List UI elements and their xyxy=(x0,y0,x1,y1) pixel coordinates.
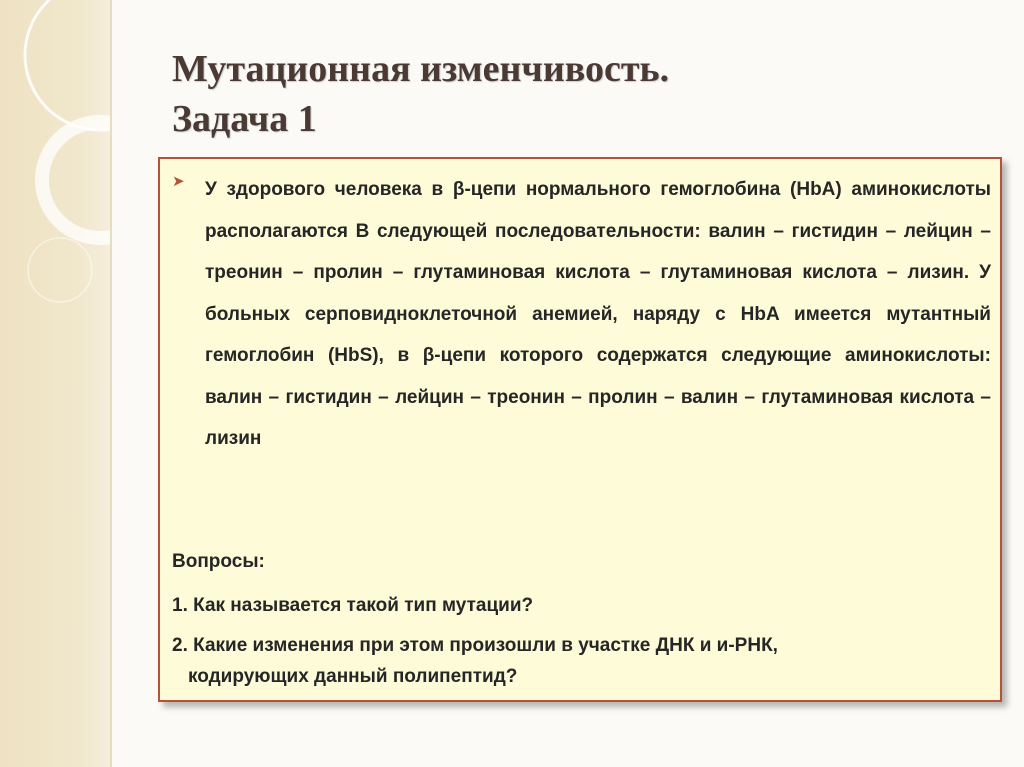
decorative-circles-icon xyxy=(0,0,110,767)
question-2-line-1: 2. Какие изменения при этом произошли в участке ДНК и и-РНК, xyxy=(172,635,778,656)
slide-title xyxy=(172,44,972,144)
questions-heading: Вопросы: xyxy=(172,551,265,572)
decorative-side-band xyxy=(0,0,110,767)
arrow-bullet-icon: ➤ xyxy=(172,173,185,190)
question-1: 1. Как называется такой тип мутации? xyxy=(172,595,534,616)
title-line-1: Мутационная изменчивость. xyxy=(172,48,670,90)
question-2-line-2: кодирующих данный полипептид? xyxy=(188,666,518,687)
task-paragraph: У здорового человека в β-цепи нормального гемоглобина (HbA) аминокислоты располагаются В следующей последовательности: валин – гистидин – лейцин – треонин – пролин – глутаминовая кислота – глутаминовая кислота – лизин. У больных серповидноклеточной анемией, наряду с HbA имеется мутантный гемоглобин (HbS), в β-цепи которого содержатся следующие аминокислоты: валин – гистидин – лейцин – треонин – пролин – валин – глутаминовая кислота – лизин xyxy=(205,179,991,449)
band-divider xyxy=(110,0,112,767)
title-line-2: Задача 1 xyxy=(172,98,317,140)
